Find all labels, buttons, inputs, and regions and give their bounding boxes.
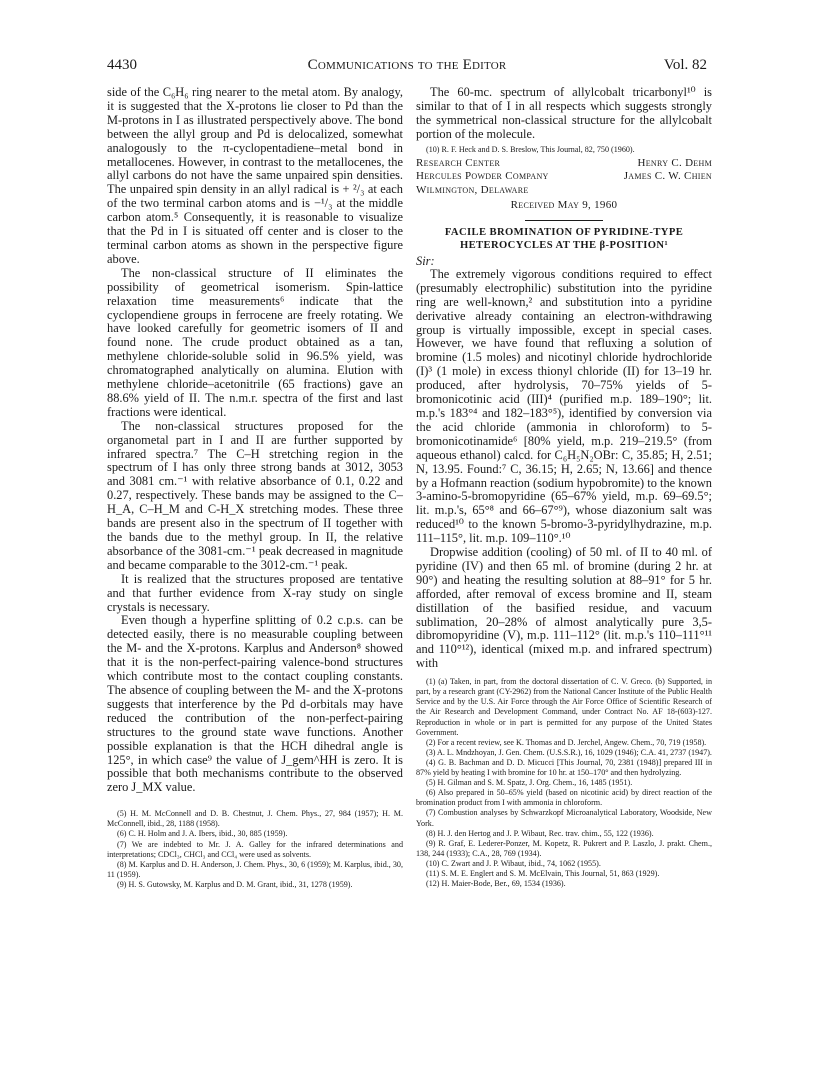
footnote-6: (6) C. H. Holm and J. A. Ibers, ibid., 30, 885 (1959). bbox=[117, 829, 288, 839]
volume-label: Vol. 82 bbox=[663, 57, 707, 73]
institution-line-2: Hercules Powder Company bbox=[416, 170, 549, 183]
running-header bbox=[107, 55, 707, 75]
footnote-10: (10) C. Zwart and J. P. Wibaut, ibid., 74, 1062 (1955). bbox=[426, 858, 601, 868]
right-column bbox=[416, 86, 712, 889]
paragraph-non-classical-structure: The non-classical structure of II eliminates the possibility of geometrical isomerism. Spin-lattice relaxation time measurements⁶ indicate that the cyclopendiene groups in ferrocene are freely rotating. We have looked carefully for geometric isomers of II and found none. The crude product obtained as a tan, methylene chloride-soluble solid in 96.5% yield, was chromatographed analytically on alumina. Elution with methylene chloride–acetonitrile (65 fractions) gave an 88.6% yield of II. The n.m.r. spectra of the first and last fractions were identical. bbox=[107, 265, 403, 419]
footnote-5-right: (5) H. Gilman and S. M. Spatz, J. Org. Chem., 16, 1485 (1951). bbox=[426, 778, 633, 788]
footnote-8: (8) M. Karplus and D. H. Anderson, J. Chem. Phys., 30, 6 (1959); M. Karplus, ibid., 30, 11 (1959). bbox=[107, 859, 403, 879]
journal-section-title: Communications to the Editor bbox=[307, 57, 507, 73]
institution-line-3: Wilmington, Delaware bbox=[416, 183, 529, 196]
footnote-4: (4) G. B. Bachman and D. D. Micucci [This Journal, 70, 2381 (1948)] prepared III in 87% yield by heating I with bromine for 10 hr. at 150–170° and then hydrolyzing. bbox=[416, 757, 712, 778]
footnote-2: (2) For a recent review, see K. Thomas and D. Jerchel, Angew. Chem., 70, 719 (1958). bbox=[426, 737, 707, 747]
paragraph-tentative-structures: It is realized that the structures proposed are tentative and that further evidence from X-ray study on single crystals is necessary. bbox=[107, 571, 403, 614]
footnote-1: (1) (a) Taken, in part, from the doctoral dissertation of C. V. Greco. (b) Supported, in part, by a research grant (CY-2962) from the National Cancer Institute of the Public Health Service and by the U.S. Air Force through the Air Force Office of Scientific Research of the Air Research and Development Command, under Contract No. AF 18-(603)-127. Reproduction in whole or in part is permitted for any purpose of the United States Government. bbox=[416, 677, 712, 737]
institution-line-1: Research Center bbox=[416, 156, 501, 169]
page-number: 4430 bbox=[107, 57, 137, 73]
paragraph-allylcobalt: The 60-mc. spectrum of allylcobalt tricarbonyl¹⁰ is similar to that of I in all respects which suggests strongly the symmetrical non-classical structure for the allylcobalt portion of the molecule. bbox=[416, 85, 712, 141]
salutation: Sir: bbox=[416, 253, 435, 268]
paragraph-dibromopyridine: Dropwise addition (cooling) of 50 ml. of II to 40 ml. of pyridine (IV) and then 65 ml. of bromine (during 2 hr. at 90°) and heating the resulting solution at 88–91° for 5 hr. afforded, after removal of excess bromine and II, steam distillation of the basified residue, and vacuum sublimation, 20–28% of almost analytically pure 3,5-dibromopyridine (V), m.p. 111–112° (lit. m.p.'s 110–111°¹¹ and 110°¹²), identical (mixed m.p. and infrared spectrum) with bbox=[416, 545, 712, 671]
author-1: Henry C. Dehm bbox=[637, 156, 712, 169]
footnote-3: (3) A. L. Mndzhoyan, J. Gen. Chem. (U.S.S.R.), 16, 1029 (1946); C.A. 41, 2737 (1947). bbox=[426, 747, 712, 757]
right-footnotes bbox=[416, 677, 712, 889]
paragraph-infrared-spectra: The non-classical structures proposed for the organometal part in I and II are further supported by infrared spectra.⁷ The C–H stretching region in the spectrum of I has only three strong bands at 3012, 3053 and 3081 cm.⁻¹ with relative absorbance of 0.1, 0.22 and 0.27, respectively. These bands may be assigned to the C–H_A, C–H_M and C-H_X stretching modes. These three bands are present also in the spectrum of II together with the bands due to the methyl group. In II, the relative absorbance of the 3081-cm.⁻¹ peak decreased in magnitude and became comparable to the 3012-cm.⁻¹ peak. bbox=[107, 418, 403, 572]
footnote-6-right: (6) Also prepared in 50–65% yield (based on nicotinic acid) by direct reaction of the bromination product from I with ammonia in chloroform. bbox=[416, 788, 712, 808]
footnote-12: (12) H. Maier-Bode, Ber., 69, 1534 (1936). bbox=[426, 879, 566, 889]
left-column bbox=[107, 86, 403, 890]
footnote-9: (9) H. S. Gutowsky, M. Karplus and D. M. Grant, ibid., 31, 1278 (1959). bbox=[117, 879, 353, 889]
footnote-5: (5) H. M. McConnell and D. B. Chestnut, J. Chem. Phys., 27, 984 (1957); H. M. McConnell, ibid., 28, 1188 (1958). bbox=[107, 809, 403, 829]
paragraph-bromination-nicotinyl: The extremely vigorous conditions required to effect (presumably electrophilic) substitution into the pyridine ring are well-known,² and substitution into a pyridine derivative already containing an electron-withdrawing group is virtually impossible, except in special cases. However, we have found that refluxing a solution of bromine (1.5 moles) and nicotinyl chloride hydrochloride (I)³ (1 mole) in excess thionyl chloride (II) for 13–19 hr. produced, after hydrolysis, 70–75% yields of 5-bromonicotinic acid (III)⁴ (purified m.p. 189–190°; lit. m.p.'s 183°⁴ and 182–183°⁵), identified by conversion via the acid chloride (ammonia in chloroform) to 5-bromonicotinamide⁶ [80% yield, m.p. 219–219.5° (from aqueous ethanol) calcd. for C₆H₅N₂OBr: C, 35.85; H, 2.51; N, 13.95. Found:⁷ C, 36.15; H, 2.65; N, 13.66] and thence by a Hofmann reaction (sodium hypobromite) to the known 3-amino-5-bromopyridine (65–67% yield, m.p. 69–69.5°; lit. m.p.'s, 65°⁸ and 66–67°⁹), whose diazonium salt was reduced¹⁰ to the known 5-bromo-3-pyridylhydrazine, m.p. 111–115°, lit. m.p. 109–110°.¹⁰ bbox=[416, 266, 712, 546]
author-2: James C. W. Chien bbox=[623, 170, 712, 183]
footnote-11: (11) S. M. E. Englert and S. M. McElvain, This Journal, 51, 863 (1929). bbox=[426, 868, 660, 878]
received-date: Received May 9, 1960 bbox=[510, 198, 618, 211]
footnote-9-right: (9) R. Graf, E. Lederer-Ponzer, M. Kopetz, R. Pukrert and P. Laszlo, J. prakt. Chem., 138, 244 (1933); C.A., 28, 769 (1934). bbox=[416, 838, 712, 858]
paragraph-coupling: Even though a hyperfine splitting of 0.2 c.p.s. can be detected easily, there is no measurable coupling between the M- and the X-protons. Karplus and Anderson⁸ showed that it is the non-perfect-pairing valence-bond structures which contribute most to the contact coupling constants. The absence of coupling between the M- and the X-protons suggests that interference by the Pd d-orbitals may have reduced the contribution of the non-perfect-pairing structures to the ground state wave functions. Another possible explanation is that the HCH dihedral angle is 125°, in which case⁹ the value of J_gem^HH is zero. It is possible that both mechanisms contribute to the observed zero J_MX value. bbox=[107, 613, 403, 795]
footnote-7-right: (7) Combustion analyses by Schwarzkopf Microanalytical Laboratory, Woodside, New York. bbox=[416, 808, 712, 828]
article-title: FACILE BROMINATION OF PYRIDINE-TYPE HETEROCYCLES AT THE β-POSITION¹ bbox=[444, 227, 684, 251]
footnote-10-previous: (10) R. F. Heck and D. S. Breslow, This Journal, 82, 750 (1960). bbox=[426, 144, 635, 154]
paragraph-allyl-bonding: side of the C₆H₆ ring nearer to the metal atom. By analogy, it is suggested that the X-protons lie closer to Pd than the M-protons in I as illustrated perspectively above. The bond between the allyl group and Pd is delocalized, somewhat analogously to the π-cyclopentadiene–metal bond in metallocenes. However, in contrast to the metallocenes, the allyl carbons do not have the same unpaired spin densities. The unpaired spin density in an allyl radical is + ²/₃ at each of the two terminal carbon atoms and is −¹/₃ at the middle carbon atom.⁵ Consequently, it is reasonable to visualize that the Pd in I is situated off center and is closer to the terminal carbon atoms as shown in the perspective figure above. bbox=[107, 85, 403, 266]
left-footnotes bbox=[107, 809, 403, 890]
section-divider bbox=[525, 220, 603, 221]
author-affiliation bbox=[416, 157, 712, 198]
footnote-7: (7) We are indebted to Mr. J. A. Galley for the infrared determinations and interpretations; CDCl₃, CHCl₃ and CCl₄ were used as solvents. bbox=[107, 839, 403, 859]
footnote-8-right: (8) H. J. den Hertog and J. P. Wibaut, Rec. trav. chim., 55, 122 (1936). bbox=[426, 828, 654, 838]
